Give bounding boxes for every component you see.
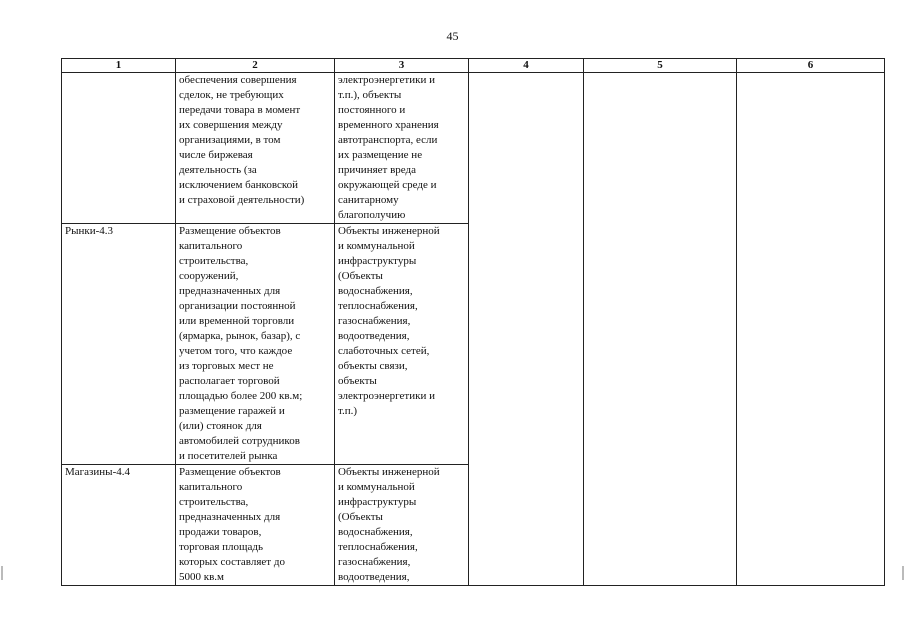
cell-auxiliary-uses: Объекты инженерной и коммунальной инфраструктуры (Объекты водоснабжения, теплоснабжения, газоснабжения, водоотведения, слаботочных сетей, объекты связи, объекты электроэнергетики и т.п.) [335, 224, 469, 465]
cell-description: Размещение объектов капитального строительства, сооружений, предназначенных для организации постоянной или временной торговли (ярмарка, рынок, базар), с учетом того, что каждое из торговых мест не располагает торговой площадью более 200 кв.м; размещение гаражей и (или) стоянок для автомобилей сотрудников и посетителей рынка [176, 224, 335, 465]
cell-auxiliary-uses: Объекты инженерной и коммунальной инфраструктуры (Объекты водоснабжения, теплоснабжения, газоснабжения, водоотведения, [335, 465, 469, 586]
column-header-2: 2 [176, 59, 335, 73]
cell-use-type [62, 73, 176, 224]
column-header-3: 3 [335, 59, 469, 73]
table-row [62, 73, 885, 224]
cell-column-6 [737, 73, 885, 586]
cell-column-4 [469, 73, 584, 586]
cell-use-type: Рынки-4.3 [62, 224, 176, 465]
scan-edge-mark-left [1, 566, 3, 580]
column-header-5: 5 [584, 59, 737, 73]
land-use-table [61, 58, 885, 586]
cell-description: Размещение объектов капитального строительства, предназначенных для продажи товаров, торговая площадь которых составляет до 5000 кв.м [176, 465, 335, 586]
column-header-4: 4 [469, 59, 584, 73]
page-number: 45 [446, 29, 459, 43]
column-header-6: 6 [737, 59, 885, 73]
scan-edge-mark-right [902, 566, 904, 580]
column-header-1: 1 [62, 59, 176, 73]
cell-column-5 [584, 73, 737, 586]
cell-description: обеспечения совершения сделок, не требующих передачи товара в момент их совершения между организациями, в том числе биржевая деятельность (за исключением банковской и страховой деятельности) [176, 73, 335, 224]
cell-auxiliary-uses: электроэнергетики и т.п.), объекты постоянного и временного хранения автотранспорта, если их размещение не причиняет вреда окружающей среде и санитарному благополучию [335, 73, 469, 224]
cell-use-type: Магазины-4.4 [62, 465, 176, 586]
table-header-row [62, 59, 885, 73]
